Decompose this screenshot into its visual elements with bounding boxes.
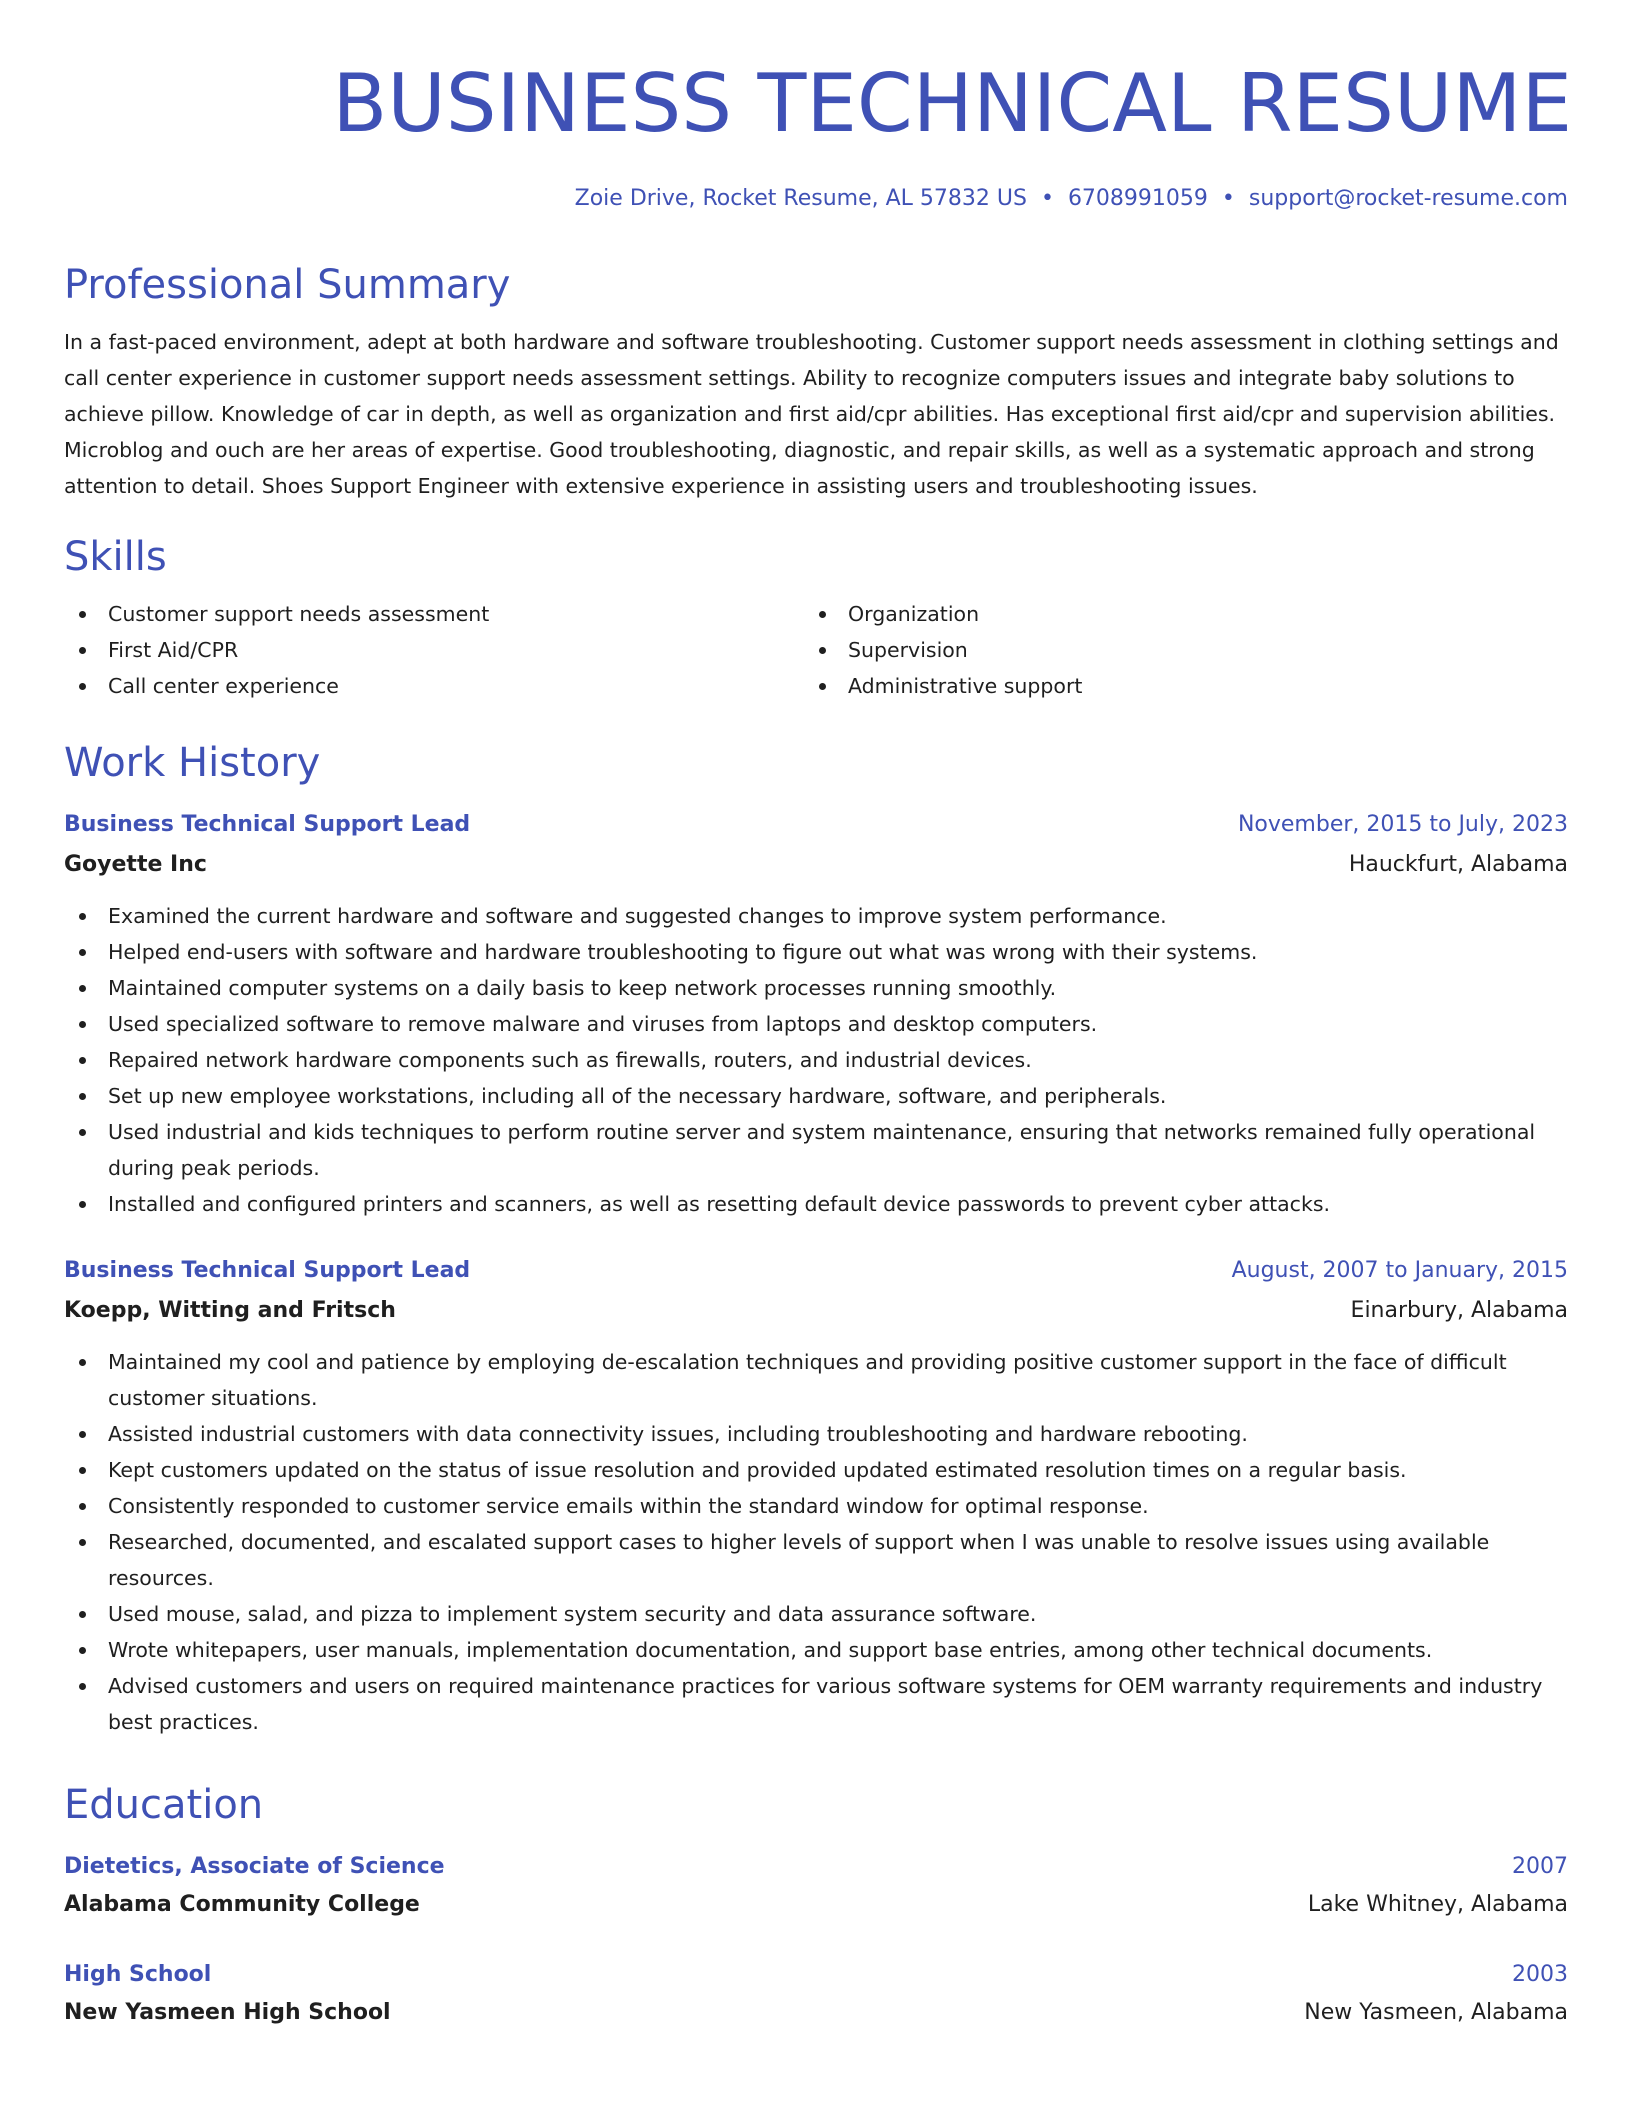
skill-item: Administrative support	[804, 668, 1568, 704]
job-bullet: Examined the current hardware and software and suggested changes to improve system performance.	[64, 898, 1568, 934]
job-bullet: Maintained my cool and patience by employing de-escalation techniques and providing positive customer support in the face of difficult customer situations.	[64, 1344, 1568, 1416]
job-bullet: Advised customers and users on required maintenance practices for various software systems for OEM warranty requirements and industry best practices.	[64, 1668, 1568, 1740]
skills-list-right	[804, 596, 1568, 704]
skill-item: Organization	[804, 596, 1568, 632]
resume-name: BUSINESS TECHNICAL RESUME	[332, 57, 1572, 150]
skill-item: Call center experience	[64, 668, 804, 704]
skills-grid	[64, 596, 1568, 704]
resume-header	[64, 56, 1572, 214]
contact-separator: •	[1040, 186, 1054, 211]
contact-email: support@rocket-resume.com	[1248, 186, 1568, 211]
work-history-section	[64, 738, 1568, 1740]
education-year: 2003	[1512, 1962, 1568, 1987]
education-school: New Yasmeen High School	[64, 2000, 391, 2025]
education-degree-row	[64, 1852, 1568, 1882]
job-bullet: Wrote whitepapers, user manuals, implementation documentation, and support base entries, among other technical documents.	[64, 1632, 1568, 1668]
job-entry	[64, 810, 1568, 1222]
education-degree: High School	[64, 1962, 212, 1987]
job-dates: November, 2015 to July, 2023	[1237, 812, 1568, 837]
skills-title: Skills	[64, 534, 167, 580]
contact-phone: 6708991059	[1067, 186, 1208, 211]
education-entry	[64, 1852, 1568, 1920]
job-bullet: Repaired network hardware components such as firewalls, routers, and industrial devices.	[64, 1042, 1568, 1078]
education-degree-row	[64, 1960, 1568, 1990]
job-bullets	[64, 898, 1568, 1222]
job-bullet: Used mouse, salad, and pizza to implement system security and data assurance software.	[64, 1596, 1568, 1632]
job-bullet: Helped end-users with software and hardware troubleshooting to figure out what was wrong with their systems.	[64, 934, 1568, 970]
education-location: New Yasmeen, Alabama	[1304, 2000, 1568, 2025]
job-bullet: Used industrial and kids techniques to perform routine server and system maintenance, ensuring that networks remained fully operational during peak periods.	[64, 1114, 1568, 1186]
education-title: Education	[64, 1782, 264, 1828]
education-school-row	[64, 1890, 1568, 1920]
summary-section	[64, 260, 1568, 504]
contact-separator: •	[1221, 186, 1235, 211]
job-company-row	[64, 1296, 1568, 1326]
job-bullet: Installed and configured printers and scanners, as well as resetting default device passwords to prevent cyber attacks.	[64, 1186, 1568, 1222]
job-company: Koepp, Witting and Fritsch	[64, 1298, 396, 1323]
job-bullet: Consistently responded to customer service emails within the standard window for optimal response.	[64, 1488, 1568, 1524]
job-bullet: Researched, documented, and escalated support cases to higher levels of support when I was unable to resolve issues using available resources.	[64, 1524, 1568, 1596]
education-location: Lake Whitney, Alabama	[1307, 1892, 1568, 1917]
job-bullet: Set up new employee workstations, including all of the necessary hardware, software, and peripherals.	[64, 1078, 1568, 1114]
education-school-row	[64, 1998, 1568, 2028]
job-title-row	[64, 810, 1568, 840]
job-bullet: Kept customers updated on the status of issue resolution and provided updated estimated resolution times on a regular basis.	[64, 1452, 1568, 1488]
education-section	[64, 1780, 1568, 2028]
job-location: Hauckfurt, Alabama	[1348, 852, 1568, 877]
education-year: 2007	[1512, 1854, 1568, 1879]
summary-text: In a fast-paced environment, adept at both hardware and software troubleshooting. Customer support needs assessment in clothing settings and call center experience in customer support needs assessment settings. Ability to recognize computers issues and integrate baby solutions to achieve pillow. Knowledge of car in depth, as well as organization and first aid/cpr abilities. Has exceptional first aid/cpr and supervision abilities. Microblog and ouch are her areas of expertise. Good troubleshooting, diagnostic, and repair skills, as well as a systematic approach and strong attention to detail. Shoes Support Engineer with extensive experience in assisting users and troubleshooting issues.	[64, 330, 1559, 498]
education-school: Alabama Community College	[64, 1892, 420, 1917]
education-entry	[64, 1960, 1568, 2028]
job-location: Einarbury, Alabama	[1350, 1298, 1568, 1323]
skill-item: First Aid/CPR	[64, 632, 804, 668]
job-bullet: Used specialized software to remove malware and viruses from laptops and desktop computers.	[64, 1006, 1568, 1042]
job-title: Business Technical Support Lead	[64, 812, 471, 837]
contact-line	[64, 184, 1568, 214]
skills-section	[64, 532, 1568, 704]
work-history-title: Work History	[64, 740, 321, 786]
contact-address: Zoie Drive, Rocket Resume, AL 57832 US	[574, 186, 1027, 211]
skills-list-left	[64, 596, 804, 704]
job-dates: August, 2007 to January, 2015	[1231, 1258, 1568, 1283]
summary-title: Professional Summary	[64, 262, 511, 308]
education-degree: Dietetics, Associate of Science	[64, 1854, 445, 1879]
job-bullet: Assisted industrial customers with data connectivity issues, including troubleshooting and hardware rebooting.	[64, 1416, 1568, 1452]
job-entry	[64, 1256, 1568, 1740]
skill-item: Supervision	[804, 632, 1568, 668]
skill-item: Customer support needs assessment	[64, 596, 804, 632]
job-company-row	[64, 850, 1568, 880]
job-company: Goyette Inc	[64, 852, 207, 877]
job-bullets	[64, 1344, 1568, 1740]
job-title: Business Technical Support Lead	[64, 1258, 471, 1283]
job-bullet: Maintained computer systems on a daily basis to keep network processes running smoothly.	[64, 970, 1568, 1006]
job-title-row	[64, 1256, 1568, 1286]
